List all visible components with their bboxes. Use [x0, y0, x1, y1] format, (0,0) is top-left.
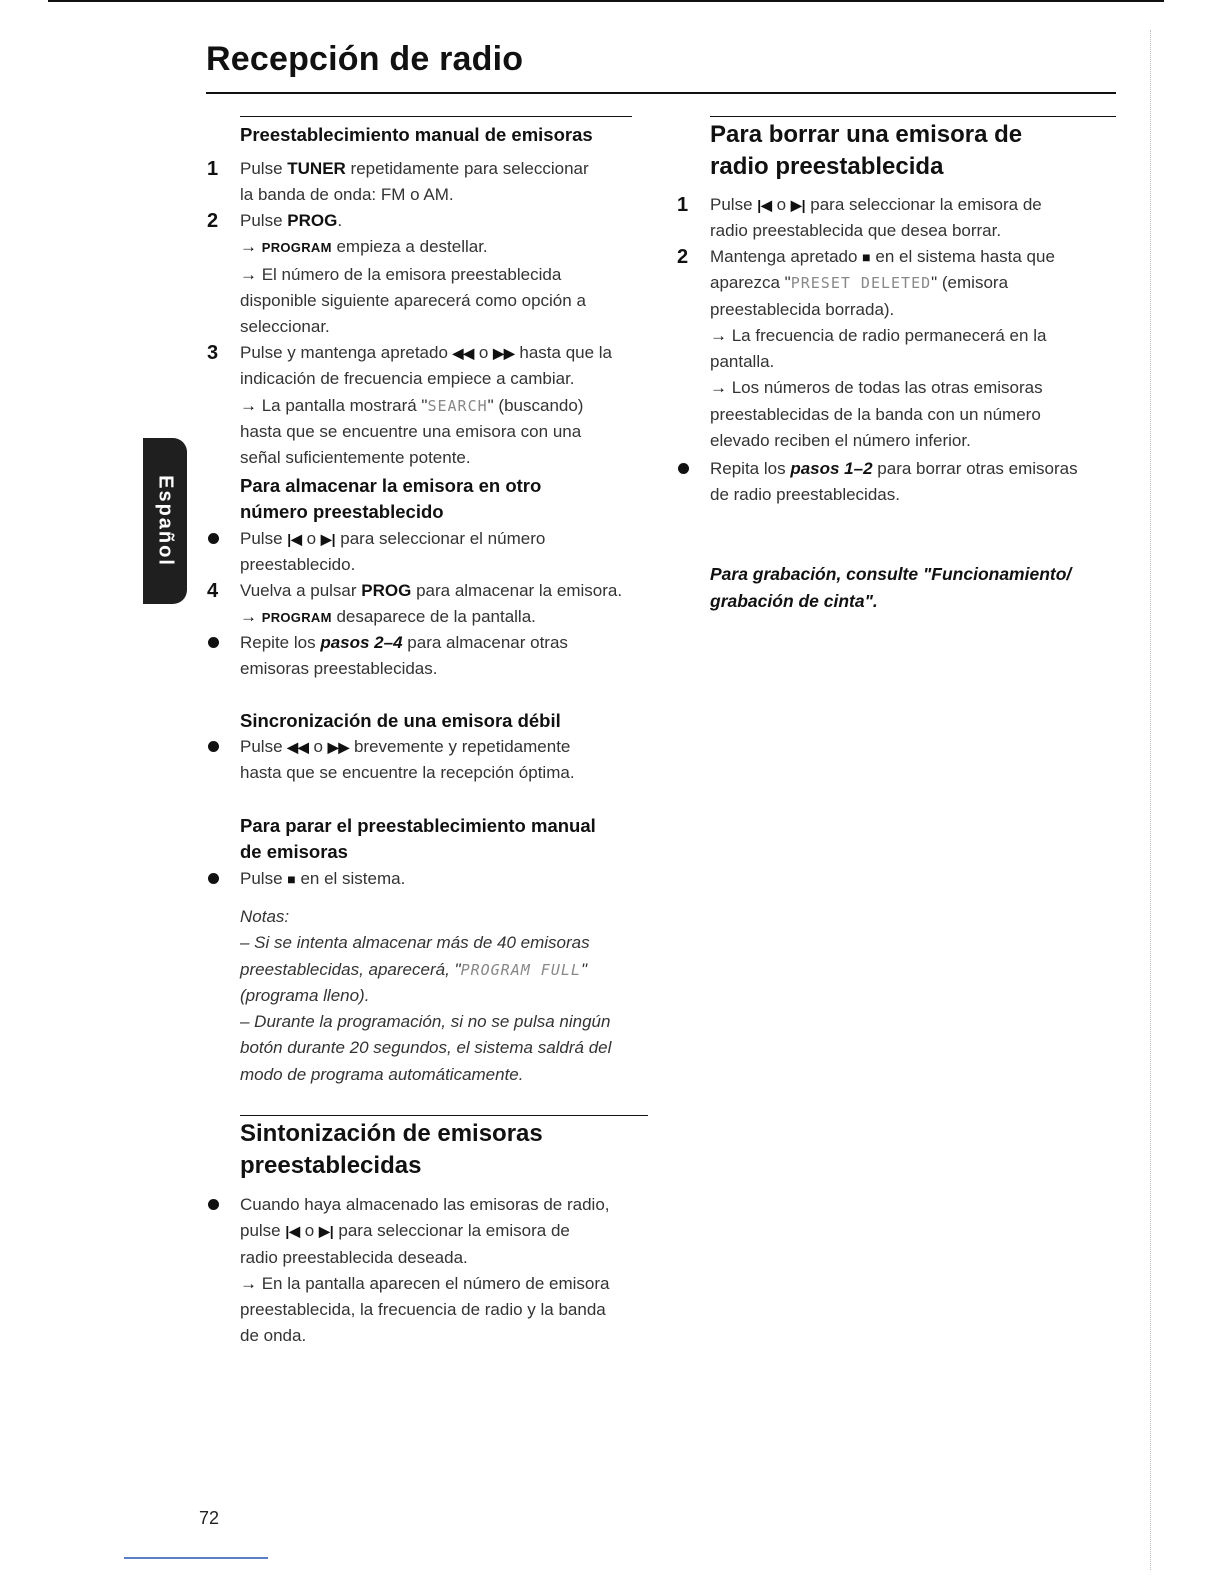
- top-border-line: [48, 0, 1164, 2]
- rewind-icon: ◀◀: [452, 345, 475, 361]
- heading-stop-preset-line2: de emisoras: [240, 841, 348, 862]
- notes-block: [240, 904, 611, 1088]
- recording-reference-line2: grabación de cinta".: [710, 591, 878, 611]
- arrow-3-line2: hasta que se encuentre una emisora con una: [240, 421, 582, 441]
- r-step-2-line3: preestablecida borrada).: [710, 299, 895, 319]
- right-step-2-text: [710, 244, 1055, 454]
- prog-key: PROG: [287, 211, 338, 230]
- s4-l2a: pulse: [240, 1221, 286, 1241]
- footer-accent-line: [124, 1557, 268, 1559]
- heading-weak-station: Sincronización de una emisora débil: [240, 710, 561, 731]
- bullet-icon: [208, 533, 219, 544]
- step-number-1: 1: [207, 158, 219, 180]
- bullet-icon: [678, 463, 689, 474]
- note-1-line3: (programa lleno).: [240, 985, 370, 1005]
- step-1-text: [240, 156, 589, 209]
- step-number-4: 4: [207, 580, 219, 602]
- note-2-line1: – Durante la programación, si no se pulsa ningún: [240, 1012, 611, 1032]
- language-tab: [143, 438, 187, 604]
- arrow-icon: →: [240, 237, 257, 257]
- r-step-2-a: Mantenga apretado: [710, 247, 863, 266]
- heading-preset-tuning-line1: Sintonización de emisoras: [240, 1120, 543, 1147]
- step-3-o: o: [474, 343, 494, 362]
- bullet-1-line2: preestablecido.: [240, 555, 356, 575]
- r-arr-1-line2: pantalla.: [710, 352, 775, 372]
- s2-line2: hasta que se encuentre la recepción óptima.: [240, 763, 575, 783]
- arrow-icon: →: [240, 395, 257, 415]
- bullet-1-a: Pulse: [240, 529, 288, 548]
- recording-reference-line1: Para grabación, consulte "Funcionamiento/: [710, 564, 1072, 584]
- arrow-icon: →: [240, 607, 257, 627]
- step-3-line2: indicación de frecuencia empiece a cambiar.: [240, 369, 575, 389]
- previous-icon: |◀: [757, 197, 772, 213]
- heading-preset-tuning: [240, 1118, 543, 1182]
- notes-label: Notas:: [240, 907, 290, 926]
- s4-arr-line3: de onda.: [240, 1326, 307, 1346]
- bullet-2-line2: emisoras preestablecidas.: [240, 659, 438, 679]
- arrow-3-a: La pantalla mostrará ": [257, 395, 428, 415]
- r-arr-1-line1: La frecuencia de radio permanecerá en la: [727, 325, 1047, 345]
- heading-store-preset: [240, 473, 541, 525]
- r-arr-2-line3: elevado reciben el número inferior.: [710, 431, 971, 451]
- s4-arr-line2: preestablecida, la frecuencia de radio y la banda: [240, 1300, 606, 1320]
- r-step-1-o: o: [771, 195, 791, 214]
- arrow-3-line3: señal suficientemente potente.: [240, 448, 471, 468]
- r-step-1-line2: radio preestablecida que desea borrar.: [710, 221, 1002, 241]
- s2-a: Pulse: [240, 737, 288, 756]
- step-4-a: Vuelva a pulsar: [240, 581, 362, 600]
- step-2-b: .: [337, 211, 343, 230]
- bullet-icon: [208, 873, 219, 884]
- program-indicator: PROGRAM: [261, 240, 332, 256]
- heading-preset-tuning-line2: preestablecidas: [240, 1152, 422, 1179]
- step-4-b: para almacenar la emisora.: [411, 581, 623, 600]
- s4-line1: Cuando haya almacenado las emisoras de radio,: [240, 1195, 610, 1214]
- step-2-text: [240, 208, 586, 340]
- r-bullet-line2: de radio preestablecidas.: [710, 485, 900, 505]
- r-step-2-l2a: aparezca ": [710, 273, 791, 293]
- note-1-line2b: ": [580, 959, 587, 979]
- heading-stop-preset-line1: Para parar el preestablecimiento manual: [240, 815, 596, 836]
- bullet-2-b: para almacenar otras: [402, 633, 568, 652]
- bullet-stop: [240, 866, 405, 892]
- step-number-2: 2: [677, 246, 689, 268]
- bullet-repeat-steps: [240, 630, 568, 683]
- heading-delete-preset: [710, 119, 1022, 183]
- right-margin-dots: [1150, 30, 1152, 1570]
- s4-arr-line1: En la pantalla aparecen el número de emisora: [257, 1273, 610, 1293]
- s4-o: o: [300, 1221, 319, 1241]
- steps-ref: pasos 1–2: [790, 459, 873, 478]
- arrow-icon: →: [240, 264, 257, 284]
- fast-forward-icon: ▶▶: [327, 739, 350, 755]
- arrow-1-text: empieza a destellar.: [331, 237, 488, 257]
- r-step-2-b: en el sistema hasta que: [870, 247, 1055, 266]
- arrow-2-line2: disponible siguiente aparecerá como opción a: [240, 290, 586, 310]
- r-step-2-l2b: " (emisora: [931, 273, 1009, 293]
- title-underline: [206, 92, 1116, 94]
- lcd-search: SEARCH: [427, 396, 488, 415]
- arrow-icon: →: [240, 1273, 257, 1293]
- fast-forward-icon: ▶▶: [493, 345, 515, 361]
- r-arr-2-line2: preestablecidas de la banda con un número: [710, 404, 1041, 424]
- r-bullet-b: para borrar otras emisoras: [872, 459, 1078, 478]
- lcd-program-full: PROGRAM FULL: [460, 960, 581, 979]
- rewind-icon: ◀◀: [287, 739, 309, 755]
- right-bullet-repeat: [710, 456, 1078, 509]
- steps-ref: pasos 2–4: [320, 633, 403, 652]
- step-2-a: Pulse: [240, 211, 288, 230]
- step-number-1: 1: [677, 194, 689, 216]
- heading-stop-preset: [240, 813, 596, 865]
- next-icon: ▶|: [320, 531, 336, 547]
- arrow-2-line1: El número de la emisora preestablecida: [257, 264, 562, 284]
- stop-icon: ■: [287, 871, 296, 887]
- arrow-3-b: " (buscando): [487, 395, 584, 415]
- bullet-select-number: [240, 526, 545, 579]
- previous-icon: |◀: [285, 1223, 301, 1240]
- step-number-2: 2: [207, 210, 219, 232]
- bullet-weak-station: [240, 734, 575, 787]
- step-1-a: Pulse: [240, 159, 288, 178]
- heading-store-preset-line1: Para almacenar la emisora en otro: [240, 475, 542, 496]
- heading-manual-preset: Preestablecimiento manual de emisoras: [240, 124, 593, 145]
- bullet-icon: [208, 637, 219, 648]
- step-number-3: 3: [207, 342, 219, 364]
- step-1-b: repetidamente para seleccionar: [345, 159, 589, 178]
- step-3-b: hasta que la: [514, 343, 613, 362]
- r-arr-2-line1: Los números de todas las otras emisoras: [727, 378, 1043, 398]
- arrow-4-text: desaparece de la pantalla.: [331, 607, 536, 627]
- page-number: 72: [199, 1508, 220, 1528]
- section-rule-delete-preset: [710, 116, 1116, 117]
- heading-store-preset-line2: número preestablecido: [240, 501, 444, 522]
- s2-o: o: [308, 737, 328, 756]
- language-tab-label: Español: [154, 475, 177, 567]
- program-indicator: PROGRAM: [261, 610, 332, 626]
- bullet-2-a: Repite los: [240, 633, 321, 652]
- r-step-1-b: para seleccionar la emisora de: [805, 195, 1042, 214]
- r-bullet-a: Repita los: [710, 459, 791, 478]
- next-icon: ▶|: [318, 1223, 334, 1240]
- section-rule-preset-tuning: [240, 1115, 648, 1116]
- stop-icon: ■: [862, 249, 871, 265]
- s4-line3: radio preestablecida deseada.: [240, 1247, 468, 1267]
- arrow-icon: →: [710, 325, 727, 345]
- arrow-icon: →: [710, 378, 727, 398]
- step-3-a: Pulse y mantenga apretado: [240, 343, 453, 362]
- right-step-1-text: [710, 192, 1042, 245]
- note-2-line2: botón durante 20 segundos, el sistema saldrá del: [240, 1038, 612, 1058]
- prog-key: PROG: [361, 581, 412, 600]
- arrow-2-line3: seleccionar.: [240, 317, 330, 337]
- bullet-preset-tuning: [240, 1192, 610, 1350]
- note-2-line3: modo de programa automáticamente.: [240, 1064, 524, 1084]
- section-rule-manual-preset: [240, 116, 632, 117]
- recording-reference: [710, 561, 1071, 615]
- bullet-icon: [208, 1199, 219, 1210]
- previous-icon: |◀: [287, 531, 302, 547]
- step-4-text: [240, 578, 622, 632]
- step-3-text: [240, 340, 612, 471]
- r-step-1-a: Pulse: [710, 195, 758, 214]
- note-1-line2a: preestablecidas, aparecerá, ": [240, 959, 461, 979]
- step-1-line2: la banda de onda: FM o AM.: [240, 185, 454, 205]
- heading-delete-preset-line2: radio preestablecida: [710, 153, 944, 180]
- s4-l2b: para seleccionar la emisora de: [333, 1221, 570, 1241]
- next-icon: ▶|: [790, 197, 806, 213]
- lcd-preset-deleted: PRESET DELETED: [790, 274, 932, 293]
- bullet-icon: [208, 741, 219, 752]
- heading-delete-preset-line1: Para borrar una emisora de: [710, 121, 1023, 148]
- tuner-key: TUNER: [287, 159, 346, 178]
- s3-b: en el sistema.: [295, 869, 406, 888]
- s2-b: brevemente y repetidamente: [349, 737, 571, 756]
- page-title: Recepción de radio: [206, 40, 524, 78]
- s3-a: Pulse: [240, 869, 288, 888]
- bullet-1-o: o: [301, 529, 321, 548]
- bullet-1-b: para seleccionar el número: [335, 529, 546, 548]
- note-1-line1: – Si se intenta almacenar más de 40 emisoras: [240, 933, 590, 953]
